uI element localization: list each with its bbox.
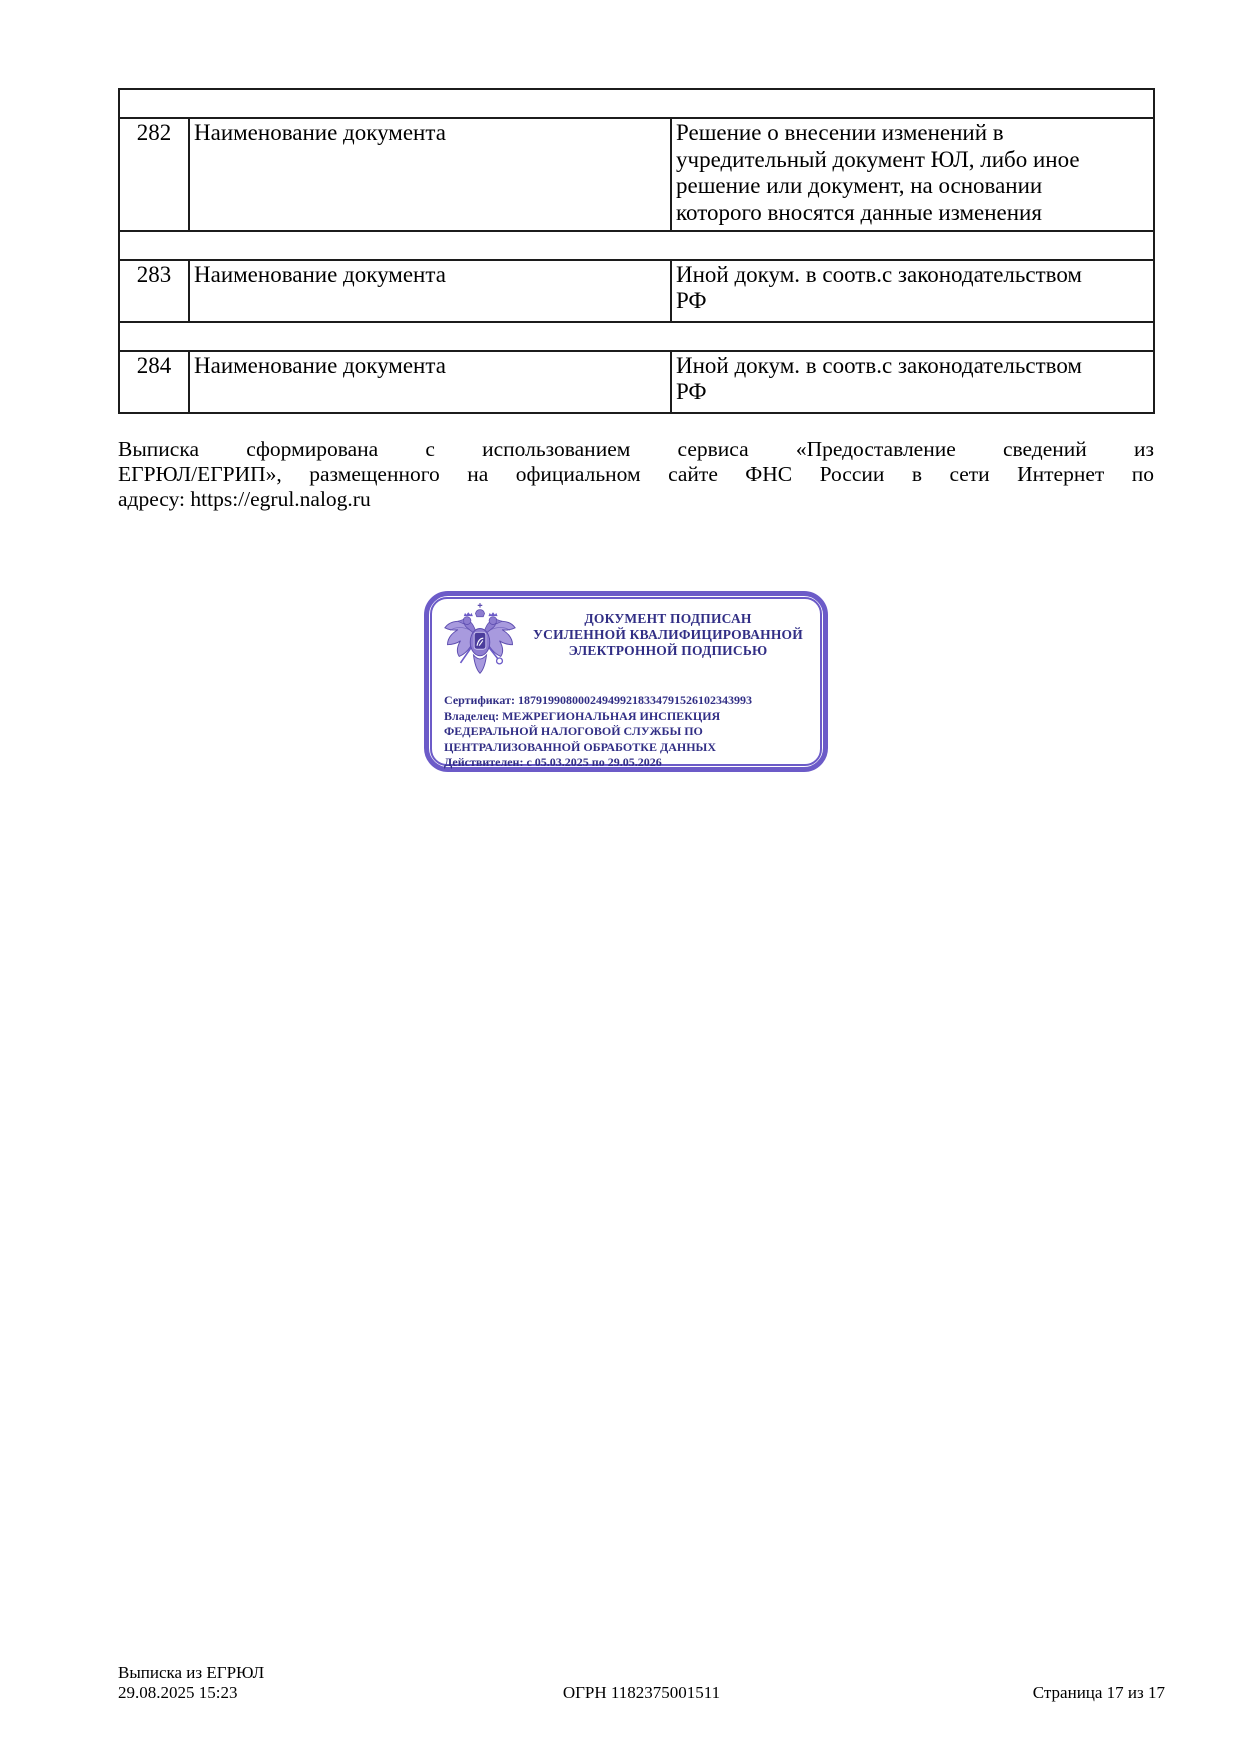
footer-page-number: Страница 17 из 17 — [1032, 1683, 1165, 1702]
owner-line — [444, 709, 813, 756]
footer-ogrn: ОГРН 1182375001511 — [562, 1683, 721, 1702]
electronic-signature-stamp — [424, 591, 828, 772]
validity-value: с 05.03.2025 по 29.05.2026 — [526, 755, 662, 769]
certificate-line — [444, 693, 813, 709]
table-row-284 — [119, 351, 1154, 413]
owner-label: Владелец: — [444, 708, 500, 723]
owner-value: МЕЖРЕГИОНАЛЬНАЯ ИНСПЕКЦИЯ ФЕДЕРАЛЬНОЙ НАЛОГОВОЙ СЛУЖБЫ ПО ЦЕНТРАЛИЗОВАННОЙ ОБРАБОТКЕ ДАННЫХ — [444, 708, 721, 754]
attribute-value-cell: Иной докум. в соотв.с законодательством РФ — [671, 260, 1154, 322]
table-spacer-row — [119, 89, 1154, 118]
certificate-label: Сертификат: — [444, 693, 515, 707]
certificate-value: 187919908000249499218334791526102343993 — [518, 693, 752, 707]
attribute-value-cell: Решение о внесении изменений в учредительный документ ЮЛ, либо иное решение или документ, на основании которого вносятся данные изменения — [671, 118, 1154, 231]
row-number-cell: 283 — [119, 260, 189, 322]
stamp-title-line: ДОКУМЕНТ ПОДПИСАН — [584, 611, 752, 626]
attribute-value-cell: Иной докум. в соотв.с законодательством РФ — [671, 351, 1154, 413]
footer-doc-type: Выписка из ЕГРЮЛ — [118, 1663, 265, 1682]
note-line: адресу: https://egrul.nalog.ru — [118, 487, 371, 511]
validity-line — [444, 755, 813, 771]
footer-second-line — [118, 1683, 1165, 1703]
stamp-title-line: ЭЛЕКТРОННОЙ ПОДПИСЬЮ — [568, 643, 768, 658]
service-note — [118, 437, 1154, 512]
footer-datetime: 29.08.2025 15:23 — [118, 1683, 238, 1702]
note-line: Выписка сформирована с использованием сервиса «Предоставление сведений из — [118, 437, 1154, 461]
row-number-cell: 282 — [119, 118, 189, 231]
stamp-details — [444, 693, 813, 771]
table-row-282 — [119, 118, 1154, 231]
coat-of-arms-icon — [441, 603, 519, 689]
table-spacer-row — [119, 231, 1154, 260]
attribute-name-cell: Наименование документа — [189, 351, 671, 413]
row-number-cell: 284 — [119, 351, 189, 413]
table-spacer-row — [119, 322, 1154, 351]
page-footer — [118, 1663, 1165, 1703]
attribute-name-cell: Наименование документа — [189, 118, 671, 231]
stamp-title — [521, 611, 815, 659]
attribute-name-cell: Наименование документа — [189, 260, 671, 322]
note-line: ЕГРЮЛ/ЕГРИП», размещенного на официальном сайте ФНС России в сети Интернет по — [118, 462, 1154, 486]
table-row-283 — [119, 260, 1154, 322]
document-attributes-table — [118, 88, 1155, 414]
stamp-title-line: УСИЛЕННОЙ КВАЛИФИЦИРОВАННОЙ — [533, 627, 803, 642]
validity-label: Действителен: — [444, 755, 524, 769]
